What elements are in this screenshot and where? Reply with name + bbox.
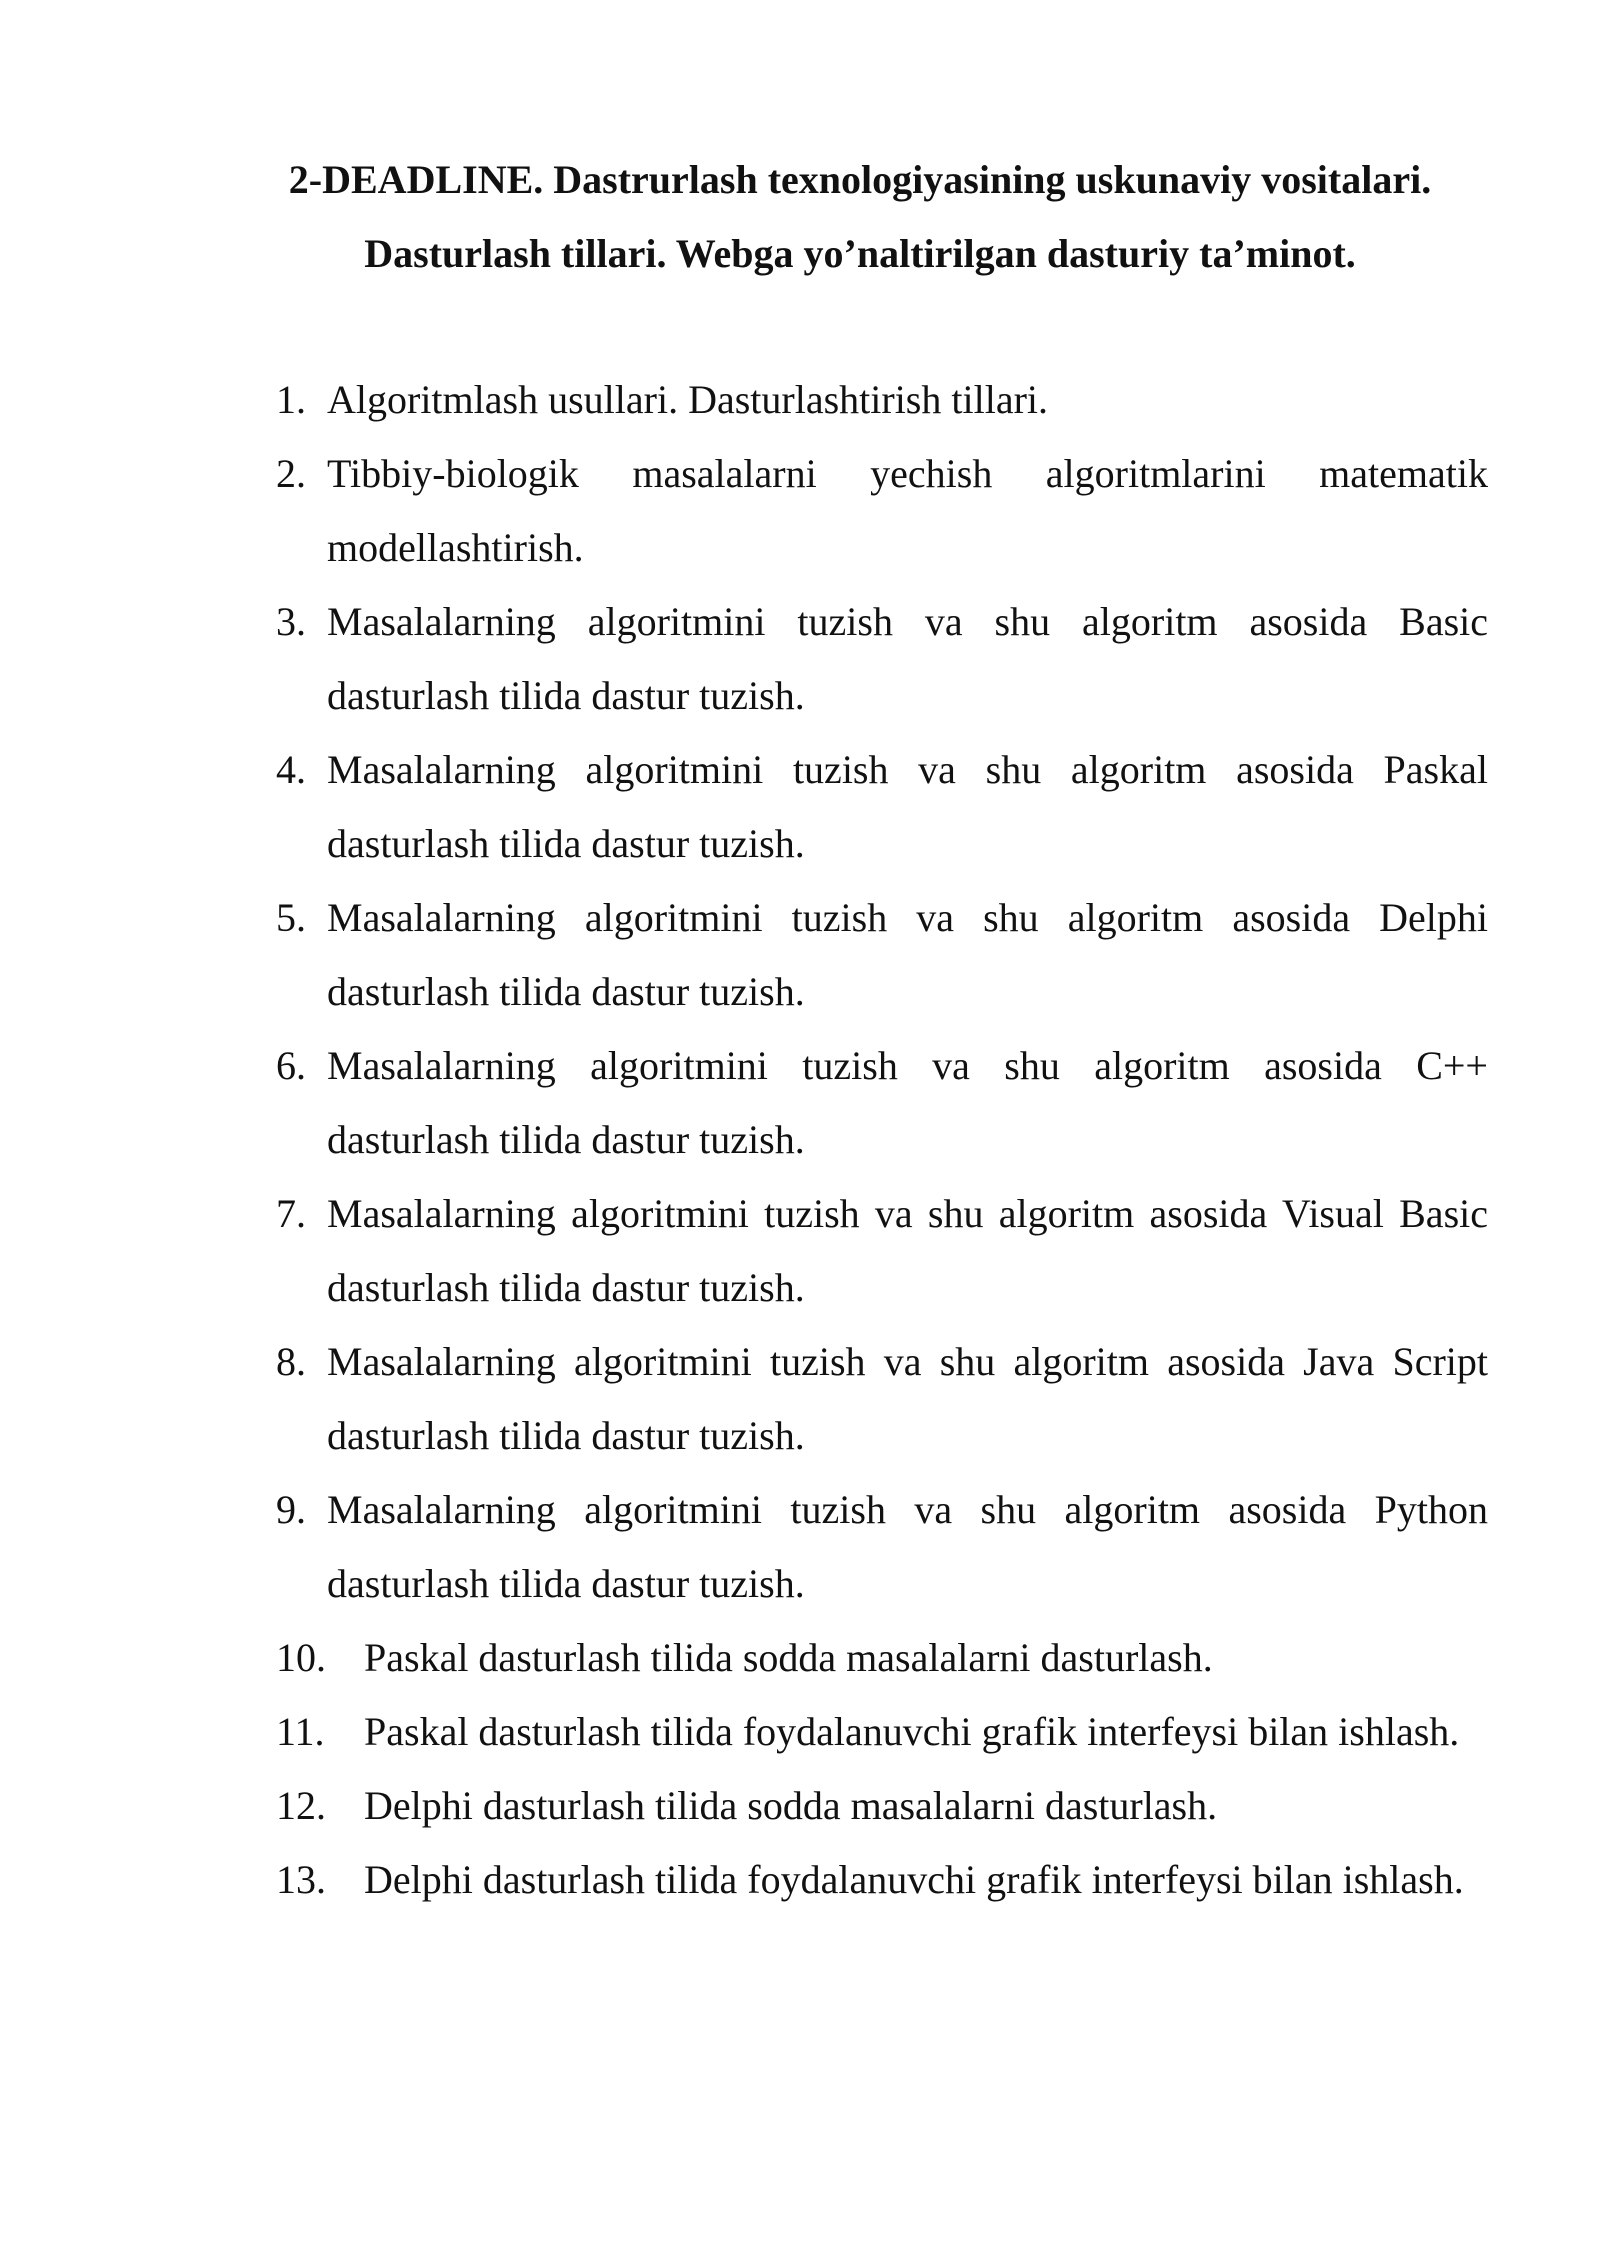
item-number: 8. <box>276 1339 306 1384</box>
item-text: Delphi dasturlash tilida sodda masalalarni dasturlash. <box>364 1783 1218 1828</box>
list-item <box>270 1695 1488 1769</box>
list-item <box>270 1473 1488 1621</box>
list-item <box>270 1621 1488 1695</box>
item-number: 2. <box>276 451 306 496</box>
item-text: Delphi dasturlash tilida foydalanuvchi grafik interfeysi bilan ishlash. <box>364 1857 1464 1902</box>
item-text: Masalalarning algoritmini tuzish va shu algoritm asosida Python dasturlash tilida dastur tuzish. <box>327 1487 1488 1606</box>
item-number: 7. <box>276 1191 306 1236</box>
item-text: Masalalarning algoritmini tuzish va shu algoritm asosida Delphi dasturlash tilida dastur tuzish. <box>327 895 1488 1014</box>
item-text: Paskal dasturlash tilida foydalanuvchi grafik interfeysi bilan ishlash. <box>364 1709 1460 1754</box>
item-number: 5. <box>276 895 306 940</box>
list-item <box>270 585 1488 733</box>
list-item <box>270 881 1488 1029</box>
item-text: Paskal dasturlash tilida sodda masalalarni dasturlash. <box>364 1635 1213 1680</box>
item-number: 12. <box>276 1783 326 1828</box>
item-number: 11. <box>276 1709 325 1754</box>
item-text: Masalalarning algoritmini tuzish va shu algoritm asosida Basic dasturlash tilida dastur tuzish. <box>327 599 1488 718</box>
item-text: Tibbiy-biologik masalalarni yechish algoritmlarini matematik modellashtirish. <box>327 451 1488 570</box>
item-text: Algoritmlash usullari. Dasturlashtirish tillari. <box>327 377 1049 422</box>
list-item <box>270 1769 1488 1843</box>
list-item <box>270 733 1488 881</box>
item-number: 3. <box>276 599 306 644</box>
title-line-1: 2-DEADLINE. Dastrurlash texnologiyasining uskunaviy vositalari. <box>288 157 1432 202</box>
item-number: 4. <box>276 747 306 792</box>
item-number: 13. <box>276 1857 326 1902</box>
list-item <box>270 437 1488 585</box>
item-number: 6. <box>276 1043 306 1088</box>
item-text: Masalalarning algoritmini tuzish va shu algoritm asosida C++ dasturlash tilida dastur tuzish. <box>327 1043 1488 1162</box>
list-item <box>270 1843 1488 1917</box>
list-item <box>270 363 1488 437</box>
item-number: 10. <box>276 1635 326 1680</box>
title-line-2: Dasturlash tillari. Webga yo’naltirilgan dasturiy ta’minot. <box>364 231 1356 276</box>
topic-list <box>270 363 1488 1917</box>
item-text: Masalalarning algoritmini tuzish va shu algoritm asosida Java Script dasturlash tilida dastur tuzish. <box>327 1339 1488 1458</box>
list-item <box>270 1177 1488 1325</box>
item-number: 1. <box>276 377 306 422</box>
item-text: Masalalarning algoritmini tuzish va shu algoritm asosida Visual Basic dasturlash tilida dastur tuzish. <box>327 1191 1488 1310</box>
document-title <box>160 143 1560 291</box>
list-item <box>270 1029 1488 1177</box>
item-number: 9. <box>276 1487 306 1532</box>
list-item <box>270 1325 1488 1473</box>
item-text: Masalalarning algoritmini tuzish va shu algoritm asosida Paskal dasturlash tilida dastur tuzish. <box>327 747 1488 866</box>
